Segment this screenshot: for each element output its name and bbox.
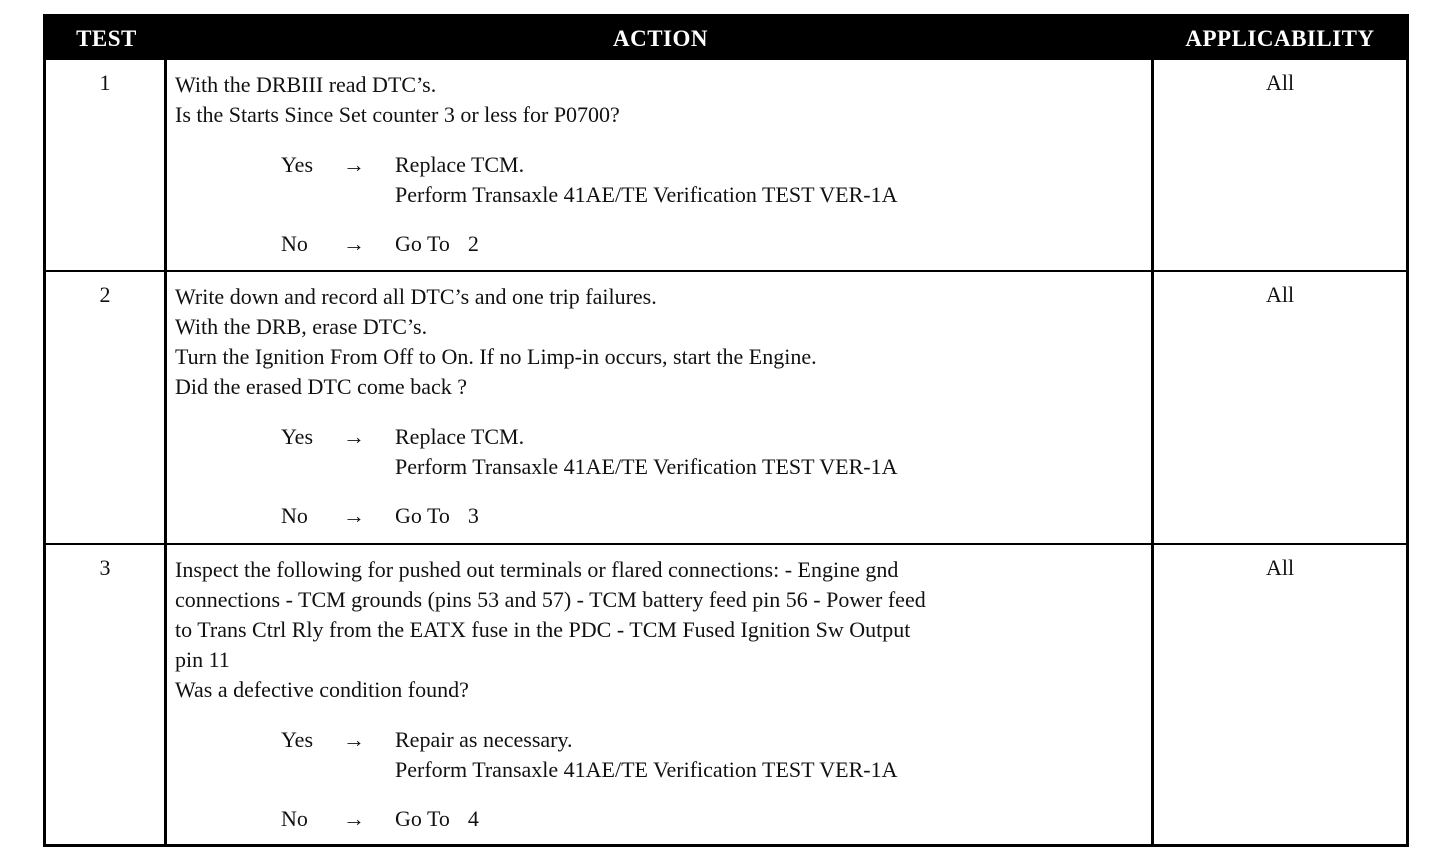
action-cell (167, 60, 1154, 270)
goto-target: 4 (467, 806, 479, 831)
yes-action-line: Replace TCM. (395, 424, 525, 449)
no-branch (281, 501, 1143, 531)
goto-target: 2 (467, 231, 479, 256)
applicability-cell: All (1265, 282, 1295, 307)
yes-action (395, 150, 1143, 210)
table-row (46, 270, 1406, 543)
goto-text: Go To (395, 806, 450, 831)
question-line: With the DRB, erase DTC’s. (175, 314, 428, 339)
arrow-icon: → (343, 503, 365, 528)
arrow-icon: → (343, 231, 365, 256)
no-label: No (281, 231, 308, 256)
table-row (46, 60, 1406, 270)
yes-label: Yes (281, 152, 314, 177)
table-header (46, 17, 1406, 60)
yes-label: Yes (281, 424, 314, 449)
test-number: 1 (46, 60, 167, 270)
yes-action-line: Perform Transaxle 41AE/TE Verification TEST VER-1A (395, 757, 898, 782)
question-line: to Trans Ctrl Rly from the EATX fuse in the PDC - TCM Fused Ignition Sw Output (175, 617, 911, 642)
test-number: 3 (46, 545, 167, 844)
yes-action (395, 422, 1143, 482)
yes-action (395, 725, 1143, 785)
no-action (395, 804, 1143, 834)
arrow-icon: → (343, 424, 365, 449)
question-line: pin 11 (175, 647, 230, 672)
yes-branch (281, 422, 1143, 482)
yes-action-line: Repair as necessary. (395, 727, 573, 752)
yes-label: Yes (281, 727, 314, 752)
arrow-icon: → (343, 727, 365, 752)
no-action (395, 501, 1143, 531)
question-line: Turn the Ignition From Off to On. If no Limp-in occurs, start the Engine. (175, 344, 817, 369)
header-test: TEST (76, 25, 137, 51)
table-row (46, 543, 1406, 844)
diagnostic-test-table (43, 14, 1409, 847)
no-branch (281, 229, 1143, 259)
arrow-icon: → (343, 152, 365, 177)
goto-target: 3 (467, 503, 479, 528)
question-line: connections - TCM grounds (pins 53 and 57) - TCM battery feed pin 56 - Power feed (175, 587, 926, 612)
test-number: 2 (46, 272, 167, 543)
question-line: With the DRBIII read DTC’s. (175, 72, 437, 97)
yes-action-line: Replace TCM. (395, 152, 525, 177)
no-label: No (281, 806, 308, 831)
action-cell (167, 545, 1154, 844)
no-action (395, 229, 1143, 259)
yes-action-line: Perform Transaxle 41AE/TE Verification TEST VER-1A (395, 182, 898, 207)
question-line: Inspect the following for pushed out terminals or flared connections: - Engine gnd (175, 557, 899, 582)
yes-action-line: Perform Transaxle 41AE/TE Verification TEST VER-1A (395, 454, 898, 479)
header-applicability: APPLICABILITY (1185, 25, 1375, 51)
yes-branch (281, 725, 1143, 785)
question-line: Was a defective condition found? (175, 677, 469, 702)
question-line: Is the Starts Since Set counter 3 or less for P0700? (175, 102, 620, 127)
no-branch (281, 804, 1143, 834)
header-action: ACTION (612, 25, 708, 51)
arrow-icon: → (343, 806, 365, 831)
no-label: No (281, 503, 308, 528)
question-line: Write down and record all DTC’s and one trip failures. (175, 284, 657, 309)
applicability-cell: All (1265, 555, 1295, 580)
goto-text: Go To (395, 503, 450, 528)
goto-text: Go To (395, 231, 450, 256)
action-cell (167, 272, 1154, 543)
applicability-cell: All (1265, 70, 1295, 95)
yes-branch (281, 150, 1143, 210)
question-line: Did the erased DTC come back ? (175, 374, 467, 399)
